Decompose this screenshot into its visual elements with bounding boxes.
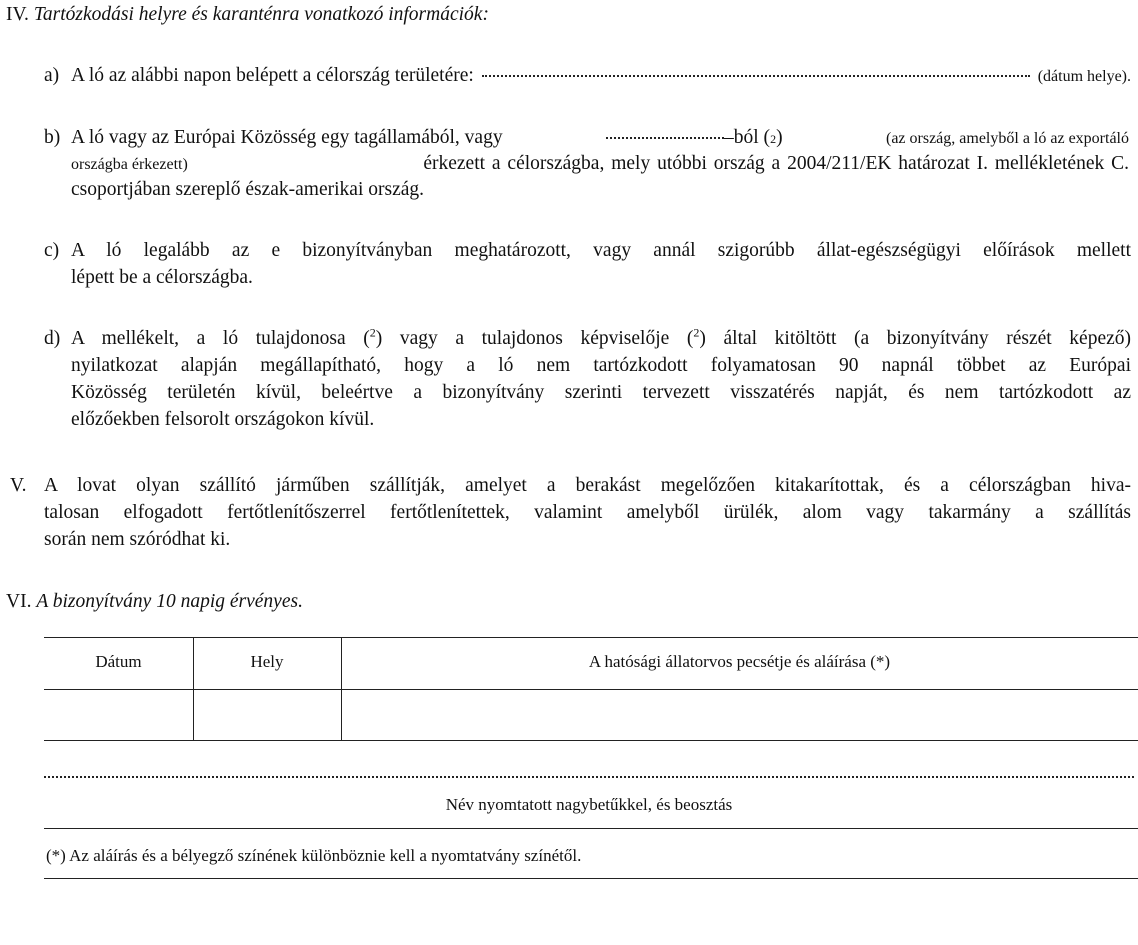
table-cell-date-value[interactable] xyxy=(46,691,191,738)
section-iv-heading xyxy=(6,4,489,26)
table-header-signature: A hatósági állatorvos pecsétje és aláírása (*) xyxy=(588,652,891,671)
item-b-country-group: –ból ( 2 ) xyxy=(606,127,783,149)
item-a-hint: (dátum helye). xyxy=(1037,68,1131,85)
item-d-line1 xyxy=(71,325,1132,350)
section-vi-number: VI. xyxy=(6,591,32,612)
item-b-small-note-1: (az ország, amelyből a ló az exportáló xyxy=(885,130,1129,147)
section-v-line3: során nem szóródhat ki. xyxy=(44,529,231,550)
section-v-line2: talosan elfogadott fertőtlenítőszerrel fertőtlenítettek, valamint amelyből ürülék, alom vagy takarmány a szállítás xyxy=(44,502,1131,523)
item-d-line1-a: A mellékelt, a ló tulajdonosa ( xyxy=(71,328,370,349)
item-b-suffix: –ból ( xyxy=(724,127,771,148)
section-v-line1: A lovat olyan szállító járműben szállítják, amelyet a berakást megelőzően kitakarítottak, és a célországban hiva- xyxy=(44,475,1131,496)
item-d-line2: nyilatkozat alapján megállapítható, hogy a ló nem tartózkodott folyamatosan 90 napnál többet az Európai xyxy=(71,355,1131,376)
section-iv-number: IV. xyxy=(6,4,29,25)
section-vi-text: A bizonyítvány 10 napig érvényes. xyxy=(36,591,303,612)
table-cell-signature-value[interactable] xyxy=(343,691,1133,738)
item-c-label: c) xyxy=(44,240,60,261)
section-v-number: V. xyxy=(10,475,27,496)
item-b-text-start: A ló vagy az Európai Közösség egy tagállamából, vagy xyxy=(71,127,503,148)
item-d-line1-b: ) vagy a tulajdonos képviselője ( xyxy=(375,328,694,349)
item-b-line2-rest: érkezett a célországba, mely utóbbi ország a 2004/211/EK határozat I. mellékletének C. xyxy=(423,153,1129,174)
item-a-text: A ló az alábbi napon belépett a célország területére: xyxy=(71,65,474,86)
table-header-place: Hely xyxy=(250,652,284,671)
item-a-row xyxy=(71,65,1131,87)
item-b-line3: csoportjában szereplő észak-amerikai ország. xyxy=(71,179,424,200)
item-b-label: b) xyxy=(44,127,61,148)
table-top-rule xyxy=(44,637,1138,638)
section-iv-title: Tartózkodási helyre és karanténra vonatkozó információk: xyxy=(33,4,489,25)
name-signature-dotted-line[interactable] xyxy=(44,776,1134,778)
item-c-line2: lépett be a célországba. xyxy=(71,267,253,288)
item-d-label: d) xyxy=(44,328,61,349)
item-d-footnote-ref-2: 2 xyxy=(693,325,700,340)
item-b-country-blank xyxy=(606,137,724,139)
table-cell-place-value[interactable] xyxy=(195,691,339,738)
item-d-line3: Közösség területén kívül, beleértve a bizonyítvány szerinti tervezett visszatérés napját, és nem tartózkodott az xyxy=(71,382,1131,403)
item-d-line4: előzőekben felsorolt országokon kívül. xyxy=(71,409,375,430)
footnote: (*) Az aláírás és a bélyegző színének különböznie kell a nyomtatvány színétől. xyxy=(46,846,582,865)
item-a-label: a) xyxy=(44,65,60,86)
table-header-rule xyxy=(44,689,1138,690)
item-b-line2 xyxy=(71,153,1129,175)
footnote-bottom-rule xyxy=(44,878,1138,879)
item-d-line1-c: ) által kitöltött (a bizonyítvány részét képező) xyxy=(699,328,1132,349)
section-vi xyxy=(6,591,303,613)
item-b-small-note-2: országba érkezett) xyxy=(71,156,188,173)
item-b-ref-close: ) xyxy=(776,127,783,148)
item-b-line1 xyxy=(71,127,1129,149)
item-d-footnote-ref-1: 2 xyxy=(369,325,376,340)
table-header-date: Dátum xyxy=(95,652,142,671)
table-bottom-rule xyxy=(44,740,1138,741)
item-c-line1: A ló legalább az e bizonyítványban meghatározott, vagy annál szigorúbb állat-egészségügyi előírások mellett xyxy=(71,240,1131,261)
name-caption: Név nyomtatott nagybetűkkel, és beosztás xyxy=(445,795,733,814)
item-a-date-blank xyxy=(482,75,1030,77)
name-bottom-rule xyxy=(44,828,1138,829)
